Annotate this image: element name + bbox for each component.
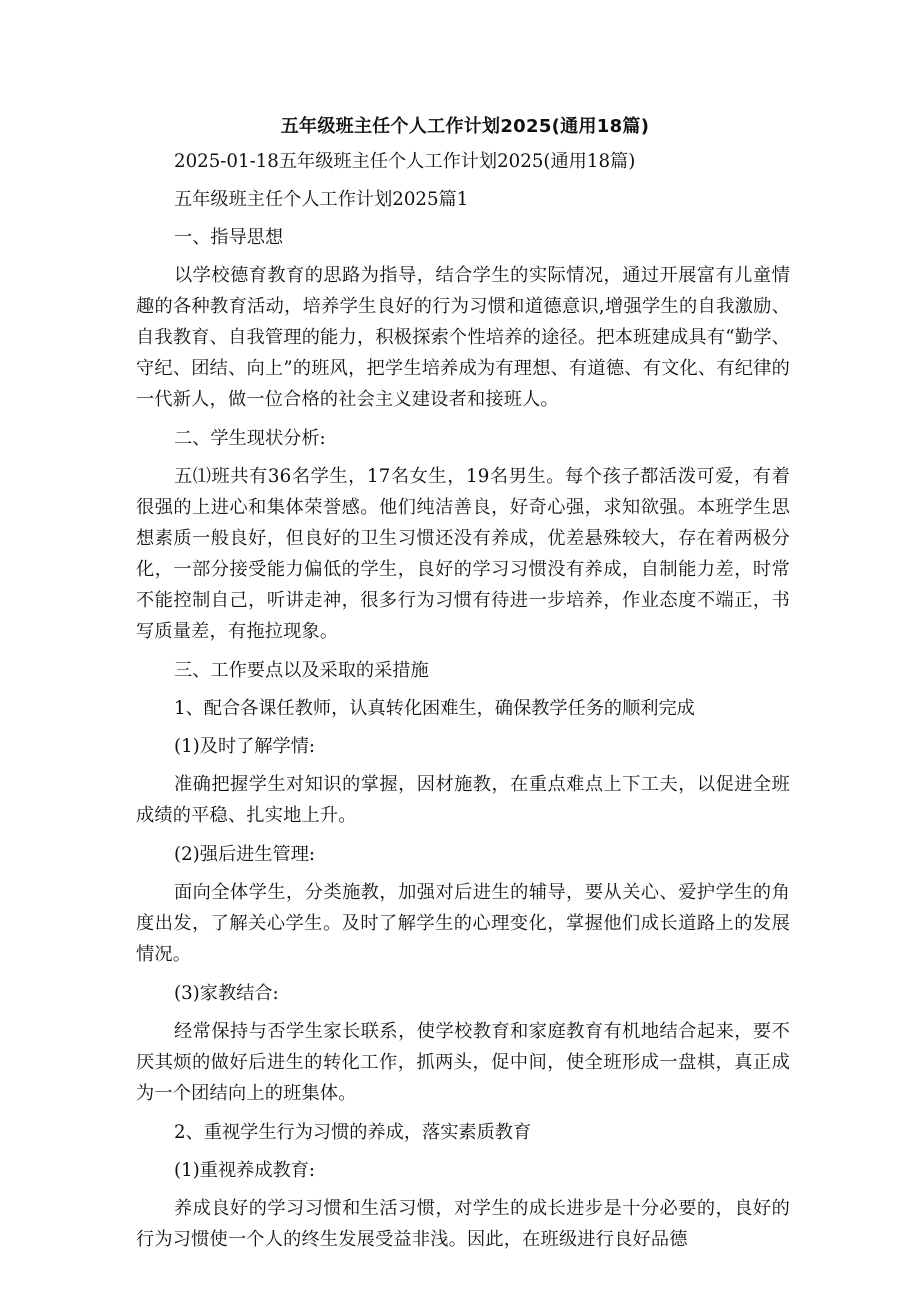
item1-sub1-heading: (1)及时了解学情:: [174, 736, 316, 757]
section-heading-students: 二、学生现状分析:: [174, 428, 326, 449]
section-heading-work-points: 三、工作要点以及采取的采措施: [174, 660, 429, 681]
item1-sub3-paragraph: 经常保持与否学生家长联系，使学校教育和家庭教育有机地结合起来，要不厌其烦的做好后进生的转化工作，抓两头，促中间，使全班形成一盘棋，真正成为一个团结向上的班集体。: [136, 1021, 790, 1104]
paragraph-students: 五⑴班共有36名学生，17名女生，19名男生。每个孩子都活泼可爱，有着很强的上进心和集体荣誉感。他们纯洁善良，好奇心强，求知欲强。本班学生思想素质一般良好，但良好的卫生习惯还没有养成，优差悬殊较大，存在着两极分化，一部分接受能力偏低的学生，良好的学习习惯没有养成，自制能力差，时常不能控制自己，听讲走神，很多行为习惯有待进一步培养，作业态度不端正，书写质量差，有拖拉现象。: [136, 466, 790, 642]
item2-sub1-heading: (1)重视养成教育:: [174, 1160, 316, 1181]
date-line: 2025-01-18五年级班主任个人工作计划2025(通用18篇): [174, 151, 636, 172]
document-title: 五年级班主任个人工作计划2025(通用18篇): [280, 116, 650, 137]
item1-heading: 1、配合各课任教师，认真转化困难生，确保教学任务的顺利完成: [174, 698, 695, 719]
chapter-heading: 五年级班主任个人工作计划2025篇1: [174, 189, 469, 210]
item2-sub1-paragraph: 养成良好的学习习惯和生活习惯，对学生的成长进步是十分必要的，良好的行为习惯使一个人的终生发展受益非浅。因此，在班级进行良好品德: [136, 1198, 790, 1250]
document-page: [136, 112, 790, 1263]
item2-heading: 2、重视学生行为习惯的养成，落实素质教育: [174, 1122, 532, 1143]
section-heading-guiding: 一、指导思想: [174, 227, 284, 248]
item1-sub3-heading: (3)家教结合:: [174, 983, 279, 1004]
item1-sub1-paragraph: 准确把握学生对知识的掌握，因材施教，在重点难点上下工夫，以促进全班成绩的平稳、扎实地上升。: [136, 774, 790, 826]
item1-sub2-paragraph: 面向全体学生，分类施教，加强对后进生的辅导，要从关心、爱护学生的角度出发，了解关心学生。及时了解学生的心理变化，掌握他们成长道路上的发展情况。: [136, 882, 790, 965]
paragraph-guiding: 以学校德育教育的思路为指导，结合学生的实际情况，通过开展富有儿童情趣的各种教育活动，培养学生良好的行为习惯和道德意识,增强学生的自我激励、自我教育、自我管理的能力，积极探索个性培养的途径。把本班建成具有“勤学、守纪、团结、向上”的班风，把学生培养成为有理想、有道德、有文化、有纪律的一代新人，做一位合格的社会主义建设者和接班人。: [136, 265, 790, 410]
item1-sub2-heading: (2)强后进生管理:: [174, 844, 316, 865]
